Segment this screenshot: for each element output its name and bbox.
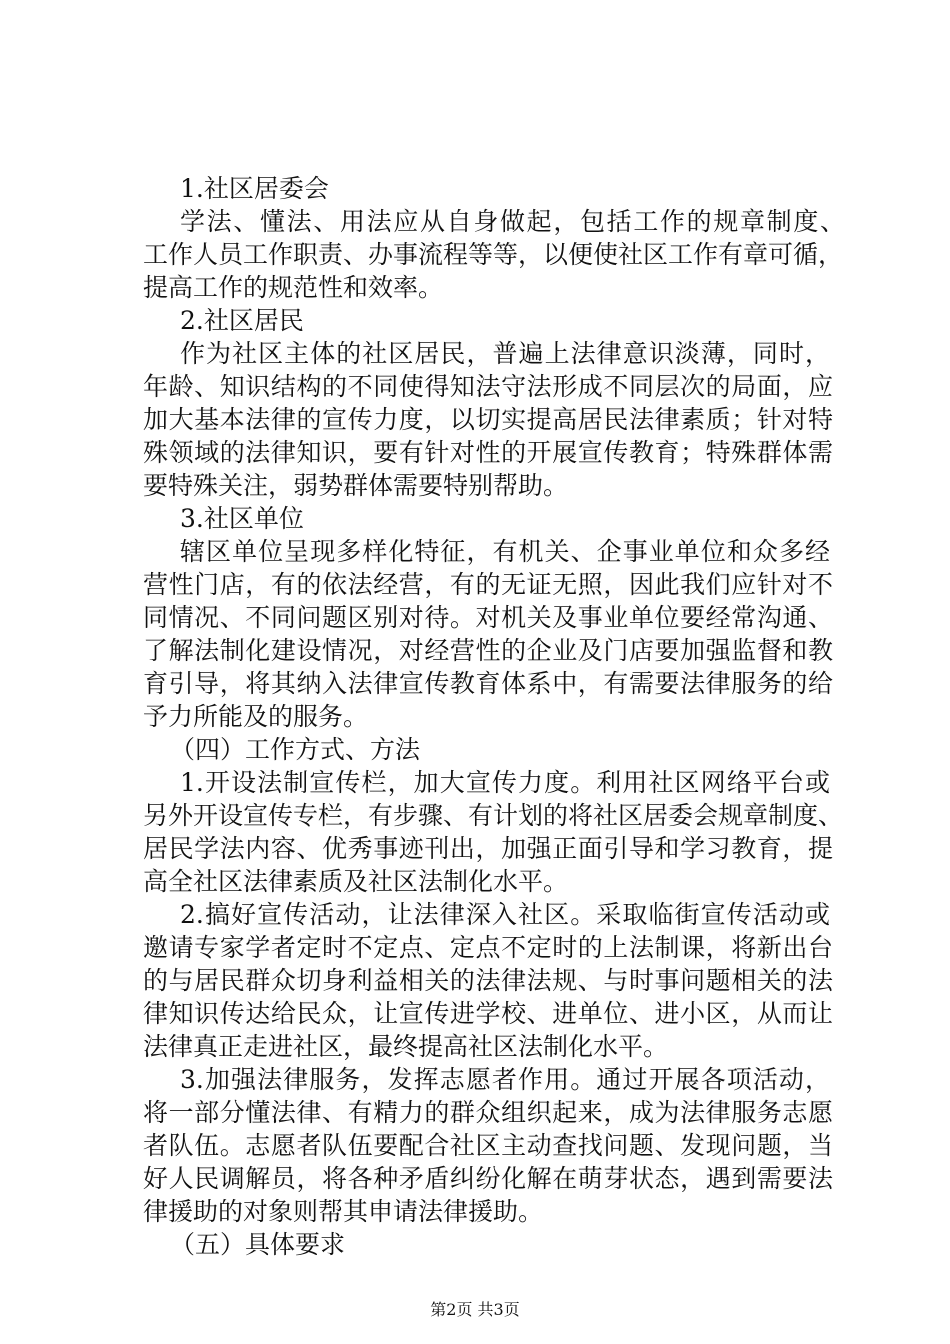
- paragraph-line: 律知识传达给民众，让宣传进学校、进单位、进小区，从而让: [143, 999, 833, 1028]
- section-heading-methods: （四）工作方式、方法: [170, 735, 421, 764]
- paragraph-line: 1.开设法制宣传栏，加大宣传力度。利用社区网络平台或: [180, 768, 830, 797]
- paragraph-line: 年龄、知识结构的不同使得知法守法形成不同层次的局面，应: [143, 372, 833, 401]
- page-footer: 第2页 共3页: [430, 1300, 520, 1319]
- paragraph-line: 殊领域的法律知识，要有针对性的开展宣传教育；特殊群体需: [143, 438, 833, 467]
- paragraph-line: 营性门店，有的依法经营，有的无证无照，因此我们应针对不: [143, 570, 833, 599]
- paragraph-line: 提高工作的规范性和效率。: [143, 273, 444, 302]
- paragraph-line: 2.搞好宣传活动，让法律深入社区。采取临街宣传活动或: [180, 900, 830, 929]
- paragraph-line: 同情况、不同问题区别对待。对机关及事业单位要经常沟通、: [143, 603, 833, 632]
- heading-community-committee: 1.社区居委会: [180, 174, 329, 203]
- paragraph-line: 要特殊关注，弱势群体需要特别帮助。: [143, 471, 569, 500]
- paragraph-line: 作为社区主体的社区居民，普遍上法律意识淡薄，同时，: [180, 339, 830, 368]
- paragraph-line: 学法、懂法、用法应从自身做起，包括工作的规章制度、: [180, 207, 845, 236]
- paragraph-line: 3.加强法律服务，发挥志愿者作用。通过开展各项活动，: [180, 1065, 830, 1094]
- paragraph-line: 辖区单位呈现多样化特征，有机关、企事业单位和众多经: [180, 537, 830, 566]
- paragraph-line: 好人民调解员，将各种矛盾纠纷化解在萌芽状态，遇到需要法: [143, 1164, 833, 1193]
- paragraph-line: 邀请专家学者定时不定点、定点不定时的上法制课，将新出台: [143, 933, 833, 962]
- paragraph-line: 法律真正走进社区，最终提高社区法制化水平。: [143, 1032, 669, 1061]
- paragraph-line: 工作人员工作职责、办事流程等等，以便使社区工作有章可循，: [143, 240, 844, 269]
- paragraph-line: 育引导，将其纳入法律宣传教育体系中，有需要法律服务的给: [143, 669, 833, 698]
- paragraph-line: 居民学法内容、优秀事迹刊出，加强正面引导和学习教育，提: [143, 834, 833, 863]
- paragraph-line: 者队伍。志愿者队伍要配合社区主动查找问题、发现问题，当: [143, 1131, 833, 1160]
- paragraph-line: 的与居民群众切身利益相关的法律法规、与时事问题相关的法: [143, 966, 833, 995]
- paragraph-line: 高全社区法律素质及社区法制化水平。: [143, 867, 569, 896]
- paragraph-line: 另外开设宣传专栏，有步骤、有计划的将社区居委会规章制度、: [143, 801, 844, 830]
- paragraph-line: 予力所能及的服务。: [143, 702, 369, 731]
- heading-community-residents: 2.社区居民: [180, 306, 304, 335]
- paragraph-line: 将一部分懂法律、有精力的群众组织起来，成为法律服务志愿: [143, 1098, 833, 1127]
- paragraph-line: 加大基本法律的宣传力度，以切实提高居民法律素质；针对特: [143, 405, 833, 434]
- section-heading-requirements: （五）具体要求: [170, 1230, 346, 1259]
- paragraph-line: 了解法制化建设情况，对经营性的企业及门店要加强监督和教: [143, 636, 833, 665]
- paragraph-line: 律援助的对象则帮其申请法律援助。: [143, 1197, 544, 1226]
- heading-community-units: 3.社区单位: [180, 504, 304, 533]
